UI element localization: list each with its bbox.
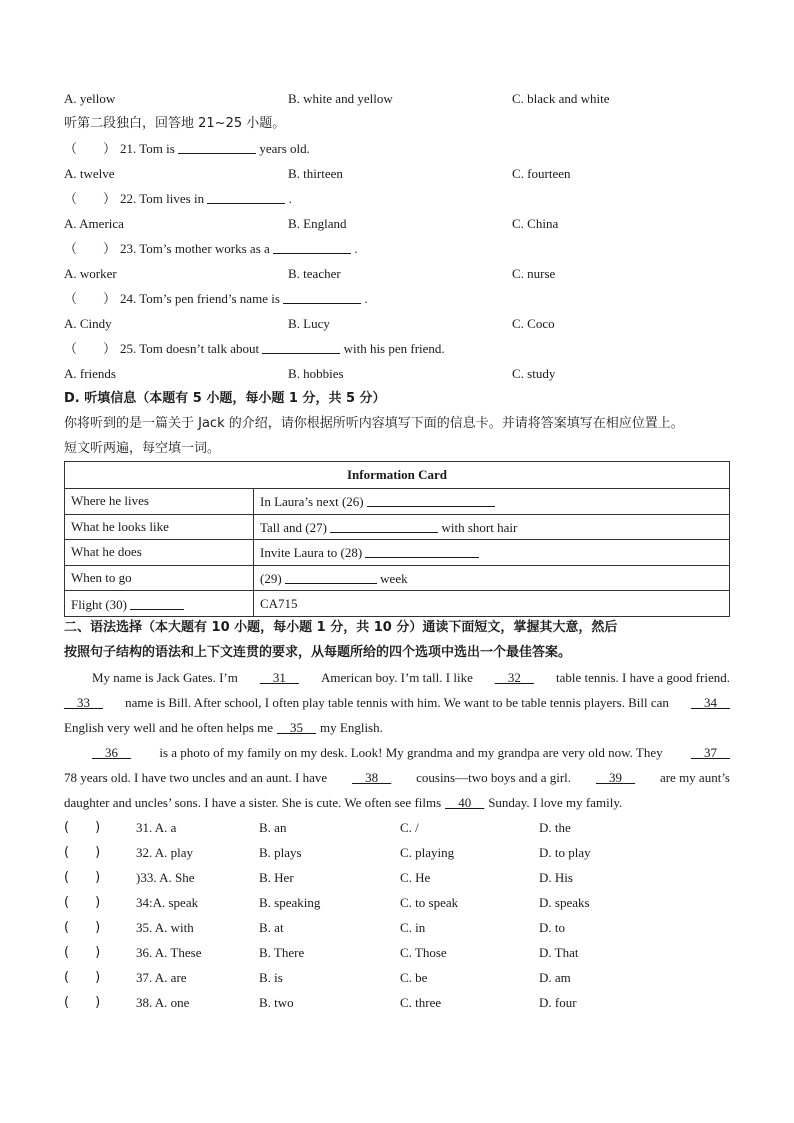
option-d: D. That bbox=[539, 945, 579, 960]
info-label: When to go bbox=[65, 565, 254, 591]
answer-paren[interactable]: （ ） bbox=[64, 142, 117, 157]
option-b: B. hobbies bbox=[288, 366, 344, 381]
option-c: C. He bbox=[400, 870, 431, 885]
option-c: C. nurse bbox=[512, 266, 556, 281]
question-text: 23. Tom’s mother works as a bbox=[120, 241, 270, 256]
options-row bbox=[64, 214, 730, 234]
option-a: A. worker bbox=[64, 266, 117, 281]
passage-line bbox=[64, 740, 730, 765]
passage-line bbox=[64, 765, 730, 790]
monologue-header: 听第二段独白，回答地 21~25 小题。 bbox=[64, 116, 286, 131]
info-row bbox=[65, 565, 730, 591]
answer-paren[interactable]: ( ) bbox=[64, 920, 101, 935]
question-text: 25. Tom doesn’t talk about bbox=[120, 341, 260, 356]
option-c: C. to speak bbox=[400, 895, 459, 910]
option-a: 35. A. with bbox=[136, 920, 194, 935]
passage-line bbox=[64, 665, 730, 690]
option-c: C. three bbox=[400, 995, 442, 1010]
options-row bbox=[64, 164, 730, 184]
option-b: B. speaking bbox=[259, 895, 321, 910]
passage-blank[interactable]: __40__ bbox=[445, 795, 485, 810]
passage-blank[interactable]: __39__ bbox=[595, 770, 635, 785]
option-b: B. teacher bbox=[288, 266, 341, 281]
option-b: B. England bbox=[288, 216, 347, 231]
option-d: D. to bbox=[539, 920, 565, 935]
info-row bbox=[65, 489, 730, 515]
option-a: 37. A. are bbox=[136, 970, 187, 985]
answer-blank[interactable] bbox=[283, 289, 361, 304]
answer-blank[interactable] bbox=[178, 139, 256, 154]
answer-blank[interactable] bbox=[262, 339, 340, 354]
option-b: B. There bbox=[259, 945, 305, 960]
grammar-question-row bbox=[64, 918, 730, 938]
info-value: Tall and (27) with short hair bbox=[254, 514, 730, 540]
info-value: Invite Laura to (28) bbox=[254, 540, 730, 566]
option-a: 38. A. one bbox=[136, 995, 190, 1010]
option-c: C. black and white bbox=[512, 91, 610, 106]
option-d: D. His bbox=[539, 870, 573, 885]
option-c: C. be bbox=[400, 970, 428, 985]
passage-blank[interactable]: __33__ bbox=[64, 695, 103, 710]
info-row bbox=[65, 591, 730, 617]
passage-blank[interactable]: __32__ bbox=[494, 670, 534, 685]
grammar-passage bbox=[64, 665, 730, 815]
info-label: Where he lives bbox=[65, 489, 254, 515]
grammar-title-line1: 二、语法选择（本大题有 10 小题，每小题 1 分，共 10 分）通读下面短文，掌握其大意，然后 bbox=[64, 620, 618, 635]
option-b: B. an bbox=[259, 820, 287, 835]
passage-text: My name is Jack Gates. I’m bbox=[92, 670, 238, 685]
option-d: D. the bbox=[539, 820, 571, 835]
answer-blank[interactable] bbox=[273, 239, 351, 254]
answer-paren[interactable]: ( ) bbox=[64, 870, 101, 885]
section-d-instruction-2: 短文听两遍，每空填一词。 bbox=[64, 441, 221, 456]
passage-line bbox=[64, 715, 730, 740]
option-c: C. in bbox=[400, 920, 426, 935]
option-c: C. / bbox=[400, 820, 419, 835]
question-stem bbox=[64, 189, 292, 209]
answer-paren[interactable]: ( ) bbox=[64, 995, 101, 1010]
option-b: B. Her bbox=[259, 870, 294, 885]
grammar-question-row bbox=[64, 818, 730, 838]
passage-text: are my aunt’s bbox=[659, 770, 730, 785]
question-stem bbox=[64, 289, 368, 309]
info-value: In Laura’s next (26) bbox=[254, 489, 730, 515]
answer-blank[interactable] bbox=[330, 518, 438, 533]
answer-paren[interactable]: ( ) bbox=[64, 845, 101, 860]
passage-text: my English. bbox=[320, 720, 383, 735]
question-text: 21. Tom is bbox=[120, 141, 175, 156]
passage-text: English very well and he often helps me bbox=[64, 720, 274, 735]
grammar-question-row bbox=[64, 968, 730, 988]
option-a: A. Cindy bbox=[64, 316, 112, 331]
options-row-20 bbox=[64, 89, 730, 109]
grammar-question-row bbox=[64, 943, 730, 963]
question-stem bbox=[64, 239, 358, 259]
option-c: C. playing bbox=[400, 845, 455, 860]
option-a: 36. A. These bbox=[136, 945, 202, 960]
answer-paren[interactable]: （ ） bbox=[64, 342, 117, 357]
option-d: D. am bbox=[539, 970, 571, 985]
passage-text: table tennis. I have a good friend. bbox=[555, 670, 730, 685]
answer-paren[interactable]: ( ) bbox=[64, 970, 101, 985]
option-b: B. thirteen bbox=[288, 166, 343, 181]
question-text-after: . bbox=[354, 241, 358, 256]
question-text-after: . bbox=[288, 191, 292, 206]
question-stem bbox=[64, 139, 310, 159]
passage-line bbox=[64, 690, 730, 715]
option-d: D. four bbox=[539, 995, 577, 1010]
question-stem bbox=[64, 339, 445, 359]
passage-blank[interactable]: __31__ bbox=[259, 670, 299, 685]
option-c: C. study bbox=[512, 366, 556, 381]
option-b: B. Lucy bbox=[288, 316, 330, 331]
answer-blank[interactable] bbox=[367, 492, 495, 507]
answer-blank[interactable] bbox=[130, 595, 184, 610]
option-a: A. twelve bbox=[64, 166, 115, 181]
question-text: 24. Tom’s pen friend’s name is bbox=[120, 291, 280, 306]
option-a: A. friends bbox=[64, 366, 116, 381]
grammar-title-line2: 按照句子结构的语法和上下文连贯的要求，从每题所给的四个选项中选出一个最佳答案。 bbox=[64, 645, 572, 660]
option-b: B. two bbox=[259, 995, 294, 1010]
info-label: What he looks like bbox=[65, 514, 254, 540]
info-row bbox=[65, 540, 730, 566]
answer-paren[interactable]: ( ) bbox=[64, 820, 101, 835]
information-card-table bbox=[64, 461, 730, 617]
option-c: C. Those bbox=[400, 945, 447, 960]
info-label: Flight (30) bbox=[65, 591, 254, 617]
options-row bbox=[64, 364, 730, 384]
question-text-after: with his pen friend. bbox=[343, 341, 445, 356]
answer-paren[interactable]: ( ) bbox=[64, 945, 101, 960]
passage-text: name is Bill. After school, I often play table tennis with him. We want to be table tennis players. Bill can bbox=[125, 695, 669, 710]
option-a: )33. A. She bbox=[136, 870, 195, 885]
passage-line bbox=[64, 790, 730, 815]
answer-blank[interactable] bbox=[285, 569, 377, 584]
info-value: (29) week bbox=[254, 565, 730, 591]
option-a: 32. A. play bbox=[136, 845, 194, 860]
option-d: D. speaks bbox=[539, 895, 590, 910]
passage-text: Sunday. I love my family. bbox=[488, 795, 623, 810]
option-a: A. yellow bbox=[64, 91, 116, 106]
grammar-question-row bbox=[64, 993, 730, 1013]
passage-text: daughter and uncles’ sons. I have a sister. She is cute. We often see films bbox=[64, 795, 442, 810]
passage-text: is a photo of my family on my desk. Look! My grandma and my grandpa are very old now. They bbox=[159, 745, 663, 760]
passage-blank[interactable]: __36__ bbox=[92, 745, 131, 760]
answer-paren[interactable]: （ ） bbox=[64, 292, 117, 307]
grammar-question-row bbox=[64, 843, 730, 863]
answer-paren[interactable]: （ ） bbox=[64, 192, 117, 207]
section-d-title: D. 听填信息（本题有 5 小题，每小题 1 分，共 5 分） bbox=[64, 391, 386, 406]
answer-blank[interactable] bbox=[365, 543, 479, 558]
passage-blank[interactable]: __37__ bbox=[691, 745, 730, 760]
option-d: D. to play bbox=[539, 845, 591, 860]
option-b: B. white and yellow bbox=[288, 91, 393, 106]
passage-text: 78 years old. I have two uncles and an aunt. I have bbox=[64, 770, 328, 785]
options-row bbox=[64, 264, 730, 284]
answer-paren[interactable]: （ ） bbox=[64, 242, 117, 257]
option-a: 31. A. a bbox=[136, 820, 177, 835]
option-c: C. Coco bbox=[512, 316, 555, 331]
option-c: C. fourteen bbox=[512, 166, 571, 181]
answer-blank[interactable] bbox=[207, 189, 285, 204]
passage-text: cousins—two boys and a girl. bbox=[416, 770, 572, 785]
info-row bbox=[65, 514, 730, 540]
info-label: What he does bbox=[65, 540, 254, 566]
option-a: 34:A. speak bbox=[136, 895, 199, 910]
option-c: C. China bbox=[512, 216, 559, 231]
question-text: 22. Tom lives in bbox=[120, 191, 205, 206]
question-text-after: . bbox=[364, 291, 368, 306]
option-b: B. plays bbox=[259, 845, 302, 860]
section-d-instruction-1: 你将听到的是一篇关于 Jack 的介绍，请你根据所听内容填写下面的信息卡。并请将答案填写在相应位置上。 bbox=[64, 416, 684, 431]
option-b: B. is bbox=[259, 970, 283, 985]
passage-text: American boy. I’m tall. I like bbox=[320, 670, 473, 685]
grammar-question-row bbox=[64, 868, 730, 888]
question-text-after: years old. bbox=[259, 141, 310, 156]
passage-blank[interactable]: __38__ bbox=[352, 770, 392, 785]
answer-paren[interactable]: ( ) bbox=[64, 895, 101, 910]
passage-blank[interactable]: __35__ bbox=[277, 720, 317, 735]
grammar-question-row bbox=[64, 893, 730, 913]
options-row bbox=[64, 314, 730, 334]
option-b: B. at bbox=[259, 920, 284, 935]
information-card-title: Information Card bbox=[65, 462, 730, 489]
option-a: A. America bbox=[64, 216, 124, 231]
info-value: CA715 bbox=[254, 591, 730, 617]
passage-blank[interactable]: __34__ bbox=[691, 695, 730, 710]
